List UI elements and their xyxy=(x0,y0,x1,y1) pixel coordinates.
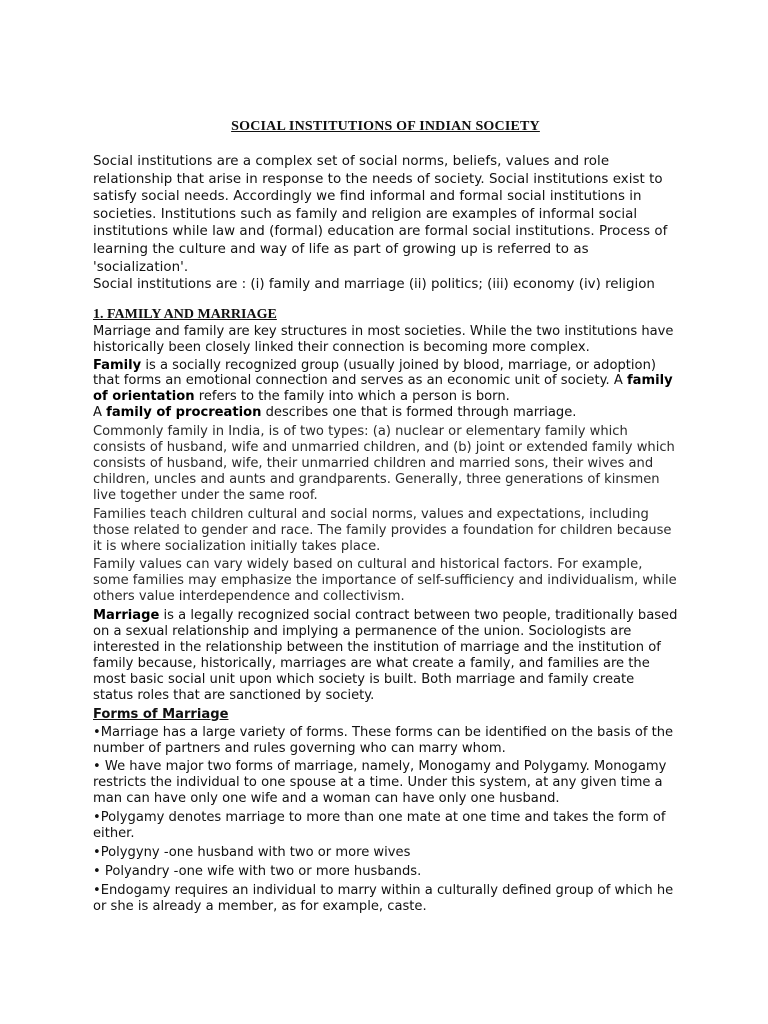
marriage-definition xyxy=(93,608,678,703)
forms-bullet: • Polyandry -one wife with two or more husbands. xyxy=(93,863,422,879)
family-values-paragraph: Family values can vary widely based on cultural and historical factors. For example, some families may emphasize the importance of self-sufficiency and individualism, while others value interdependence and collectivism. xyxy=(93,557,677,605)
forms-bullet: •Marriage has a large variety of forms. These forms can be identified on the basis of the number of partners and rules governing who can marry whom. xyxy=(93,724,674,756)
procreation-term: family of procreation xyxy=(106,405,262,421)
forms-bullet: •Endogamy requires an individual to marry within a culturally defined group of which he or she is already a member, as for example, caste. xyxy=(93,882,674,914)
procreation-definition xyxy=(93,405,678,421)
forms-bullet: • We have major two forms of marriage, namely, Monogamy and Polygamy. Monogamy restricts the individual to one spouse at a time. Under this system, at any given time a man can have only one wife and a woman can have only one husband. xyxy=(93,759,667,807)
intro-paragraph: Social institutions are a complex set of social norms, beliefs, values and role relationship that arise in response to the needs of society. Social institutions exist to satisfy social needs. Accordingly we find informal and formal social institutions in societies. Institutions such as family and religion are examples of informal social institutions while law and (formal) education are formal social institutions. Process of learning the culture and way of life as part of growing up is referred to as 'socialization'. xyxy=(93,154,668,275)
procreation-definition-text: describes one that is formed through marriage. xyxy=(261,405,577,421)
section-heading-family-marriage: 1. FAMILY AND MARRIAGE xyxy=(93,306,277,322)
forms-bullet: •Polygamy denotes marriage to more than one mate at one time and takes the form of either. xyxy=(93,810,666,842)
intro-institutions-list: Social institutions are : (i) family and marriage (ii) politics; (iii) economy (iv) religion xyxy=(93,277,655,293)
families-teach-paragraph: Families teach children cultural and social norms, values and expectations, including those related to gender and race. The family provides a foundation for children because it is where socialization initially takes place. xyxy=(93,506,672,554)
procreation-prefix: A xyxy=(93,405,107,421)
forms-bullet: •Polygyny -one husband with two or more wives xyxy=(93,844,411,860)
marriage-definition-text: is a legally recognized social contract between two people, traditionally based on a sexual relationship and implying a permanence of the union. Sociologists are interested in the relationship between the institution of marriage and the institution of family because, historically, marriages are what create a family, and families are the most basic social unit upon which society is built. Both marriage and family create status roles that are sanctioned by society. xyxy=(93,608,678,703)
family-marriage-intro: Marriage and family are key structures in most societies. While the two institutions have historically been closely linked their connection is becoming more complex. xyxy=(93,323,674,355)
orientation-term: family of orientation xyxy=(93,373,673,405)
family-term: Family xyxy=(93,357,142,373)
family-definition-text: is a socially recognized group (usually joined by blood, marriage, or adoption) that forms an emotional connection and serves as an economic unit of society. A xyxy=(93,357,656,389)
family-definition xyxy=(93,358,678,406)
marriage-term: Marriage xyxy=(93,608,160,624)
family-types-paragraph: Commonly family in India, is of two types: (a) nuclear or elementary family which consists of husband, wife and unmarried children, and (b) joint or extended family which consists of husband, wife, their unmarried children and married sons, their wives and children, uncles and aunts and grandparents. Generally, three generations of kinsmen live together under the same roof. xyxy=(93,424,675,503)
orientation-definition-text: refers to the family into which a person is born. xyxy=(194,389,510,405)
document-title: SOCIAL INSTITUTIONS OF INDIAN SOCIETY xyxy=(231,119,540,134)
forms-of-marriage-heading: Forms of Marriage xyxy=(93,706,229,722)
document-page xyxy=(93,114,678,918)
